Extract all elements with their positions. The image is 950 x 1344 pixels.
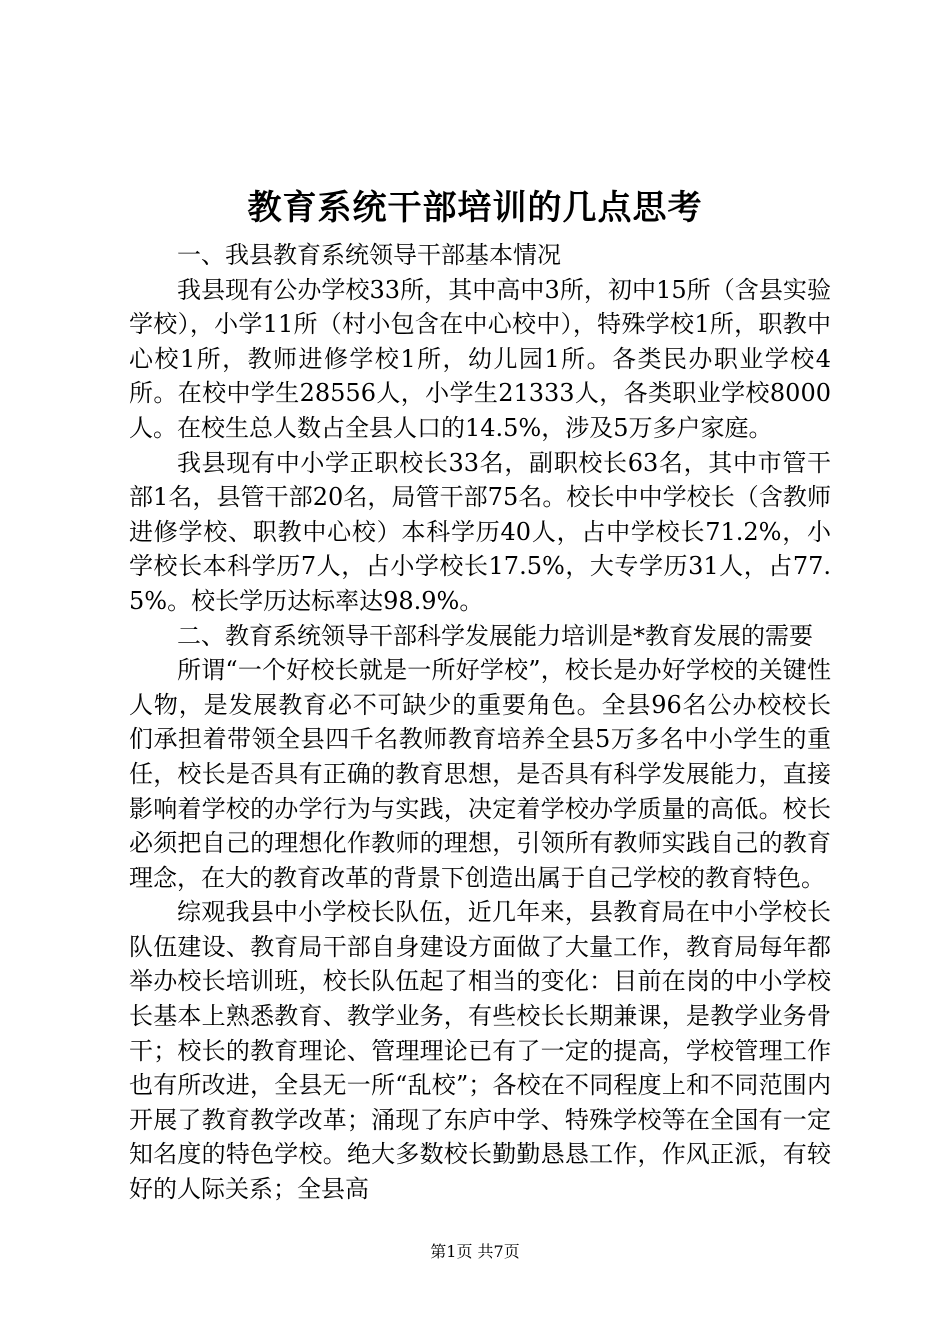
paragraph-school-stats: 我县现有公办学校33所，其中高中3所，初中15所（含县实验学校），小学11所（村小包含在中心校中），特殊学校1所，职教中心校1所，教师进修学校1所，幼儿园1所。各类民办职业学校4所。在校中学生28556人，小学生21333人，各类职业学校8000人。在校生总人数占全县人口的14.5%，涉及5万多户家庭。 — [129, 275, 831, 442]
paragraph-team-overview: 综观我县中小学校长队伍，近几年来，县教育局在中小学校长队伍建设、教育局干部自身建设方面做了大量工作，教育局每年都举办校长培训班，校长队伍起了相当的变化：目前在岗的中小学校长基本上熟悉教育、教学业务，有些校长长期兼课，是教学业务骨干；校长的教育理论、管理理论已有了一定的提高，学校管理工作也有所改进，全县无一所“乱校”；各校在不同程度上和不同范围内开展了教育教学改革；涌现了东庐中学、特殊学校等在全国有一定知名度的特色学校。绝大多数校长勤勤恳恳工作，作风正派，有较好的人际关系；全县高 — [129, 898, 831, 1204]
paragraph-principal-role: 所谓“一个好校长就是一所好学校”，校长是办好学校的关键性人物，是发展教育必不可缺少的重要角色。全县96名公办校校长们承担着带领全县四千名教师教育培养全县5万多名中小学生的重任，校长是否具有正确的教育思想，是否具有科学发展能力，直接影响着学校的办学行为与实践，决定着学校办学质量的高低。校长必须把自己的理想化作教师的理想，引领所有教师实践自己的教育理念，在大的教育改革的背景下创造出属于自己学校的教育特色。 — [129, 656, 831, 892]
section-heading-1: 一、我县教育系统领导干部基本情况 — [177, 241, 561, 269]
document-body — [129, 238, 831, 1207]
page-number: 第1页 共7页 — [430, 1242, 520, 1261]
paragraph-principal-stats: 我县现有中小学正职校长33名，副职校长63名，其中市管干部1名，县管干部20名，局管干部75名。校长中中学校长（含教师进修学校、职教中心校）本科学历40人，占中学校长71.2%，小学校长本科学历7人，占小学校长17.5%，大专学历31人，占77.5%。校长学历达标率达98.9%。 — [129, 448, 831, 615]
document-title: 教育系统干部培训的几点思考 — [247, 188, 703, 228]
section-heading-2: 二、教育系统领导干部科学发展能力培训是*教育发展的需要 — [177, 621, 813, 650]
